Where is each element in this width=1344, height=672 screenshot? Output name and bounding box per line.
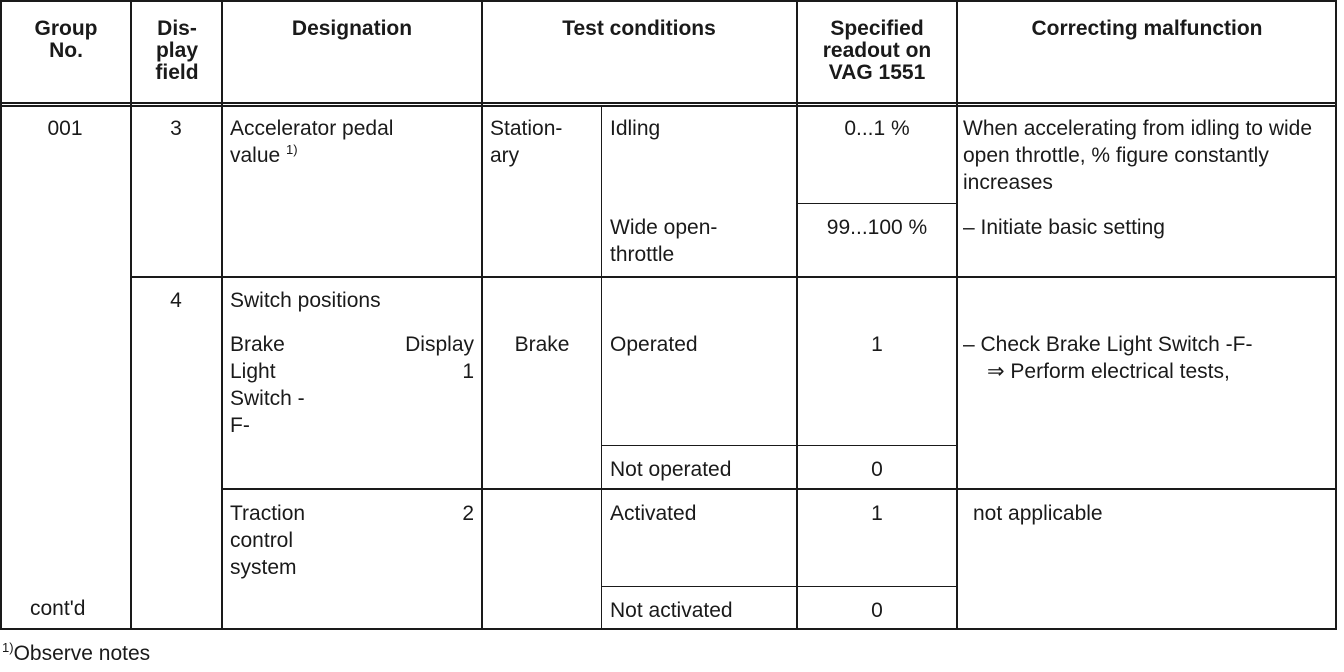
condition-stationary: Station-ary <box>490 117 563 167</box>
col-border-left <box>0 0 2 630</box>
header-bottom-border <box>0 102 1337 104</box>
table-bottom-border <box>0 628 1337 630</box>
readout-operated: 1 <box>871 333 883 356</box>
row-divider-idling <box>797 203 957 204</box>
designation-traction-number: 2 <box>462 502 474 525</box>
condition-operated: Operated <box>610 333 698 356</box>
correcting-basic-setting: – Initiate basic setting <box>963 216 1165 239</box>
display-field-4: 4 <box>170 289 182 312</box>
header-test-conditions: Test conditions <box>562 17 716 40</box>
header-group-no: Group No. <box>34 17 98 62</box>
col-border-test-sub <box>601 105 602 630</box>
col-border-4 <box>796 0 798 630</box>
condition-idling: Idling <box>610 117 661 140</box>
row-divider-field4 <box>130 276 1337 278</box>
col-border-right <box>1335 0 1337 630</box>
header-display-field: Dis-play field <box>155 17 199 84</box>
header-designation: Designation <box>291 17 413 40</box>
readout-idling: 0...1 % <box>844 117 910 140</box>
designation-switch-positions: Switch positions <box>230 289 381 312</box>
header-double-border <box>0 105 1337 107</box>
correcting-check-brake-switch: – Check Brake Light Switch -F- <box>963 333 1253 356</box>
readout-not-activated: 0 <box>871 599 883 622</box>
condition-wide-open-throttle: Wide open-throttle <box>610 216 718 266</box>
row-divider-not-activated <box>602 586 957 587</box>
footnote-text: Observe notes <box>13 642 151 665</box>
group-continued: cont'd <box>30 597 86 620</box>
correcting-electrical-tests: ⇒ Perform electrical tests, <box>987 360 1230 383</box>
correcting-idling: When accelerating from idling to wide open throttle, % figure constantly increases <box>963 117 1313 194</box>
group-number: 001 <box>47 117 83 140</box>
col-border-3 <box>481 0 483 630</box>
designation-traction-control: Traction control system <box>230 502 306 579</box>
condition-brake: Brake <box>514 333 570 356</box>
footnote <box>2 640 150 667</box>
condition-not-activated: Not activated <box>610 599 733 622</box>
readout-wide-open-throttle: 99...100 % <box>826 216 928 239</box>
readout-activated: 1 <box>871 502 883 525</box>
condition-not-operated: Not operated <box>610 458 732 481</box>
designation-display-number: 1 <box>462 360 474 383</box>
designation-brake-light-switch: Brake Light Switch -F- <box>230 333 305 437</box>
col-border-5 <box>956 0 958 630</box>
footnote-marker: 1) <box>286 142 298 157</box>
designation-display-label: Display <box>405 333 474 356</box>
condition-activated: Activated <box>610 502 697 525</box>
designation-accelerator-line2: value $^{1)}$ <box>230 142 298 167</box>
col-border-2 <box>221 0 223 630</box>
table-top-border <box>0 0 1337 2</box>
header-specified-readout: Specified readout on VAG 1551 <box>822 17 932 84</box>
row-divider-not-operated <box>602 445 957 446</box>
footnote-mark: 1) <box>2 640 14 655</box>
readout-not-operated: 0 <box>871 458 883 481</box>
display-field-3: 3 <box>170 117 182 140</box>
designation-accelerator-line1: Accelerator pedal <box>230 117 394 140</box>
col-border-1 <box>130 0 132 630</box>
header-correcting-malfunction: Correcting malfunction <box>1031 17 1263 40</box>
row-divider-traction <box>222 488 1337 490</box>
correcting-not-applicable: not applicable <box>973 502 1103 525</box>
